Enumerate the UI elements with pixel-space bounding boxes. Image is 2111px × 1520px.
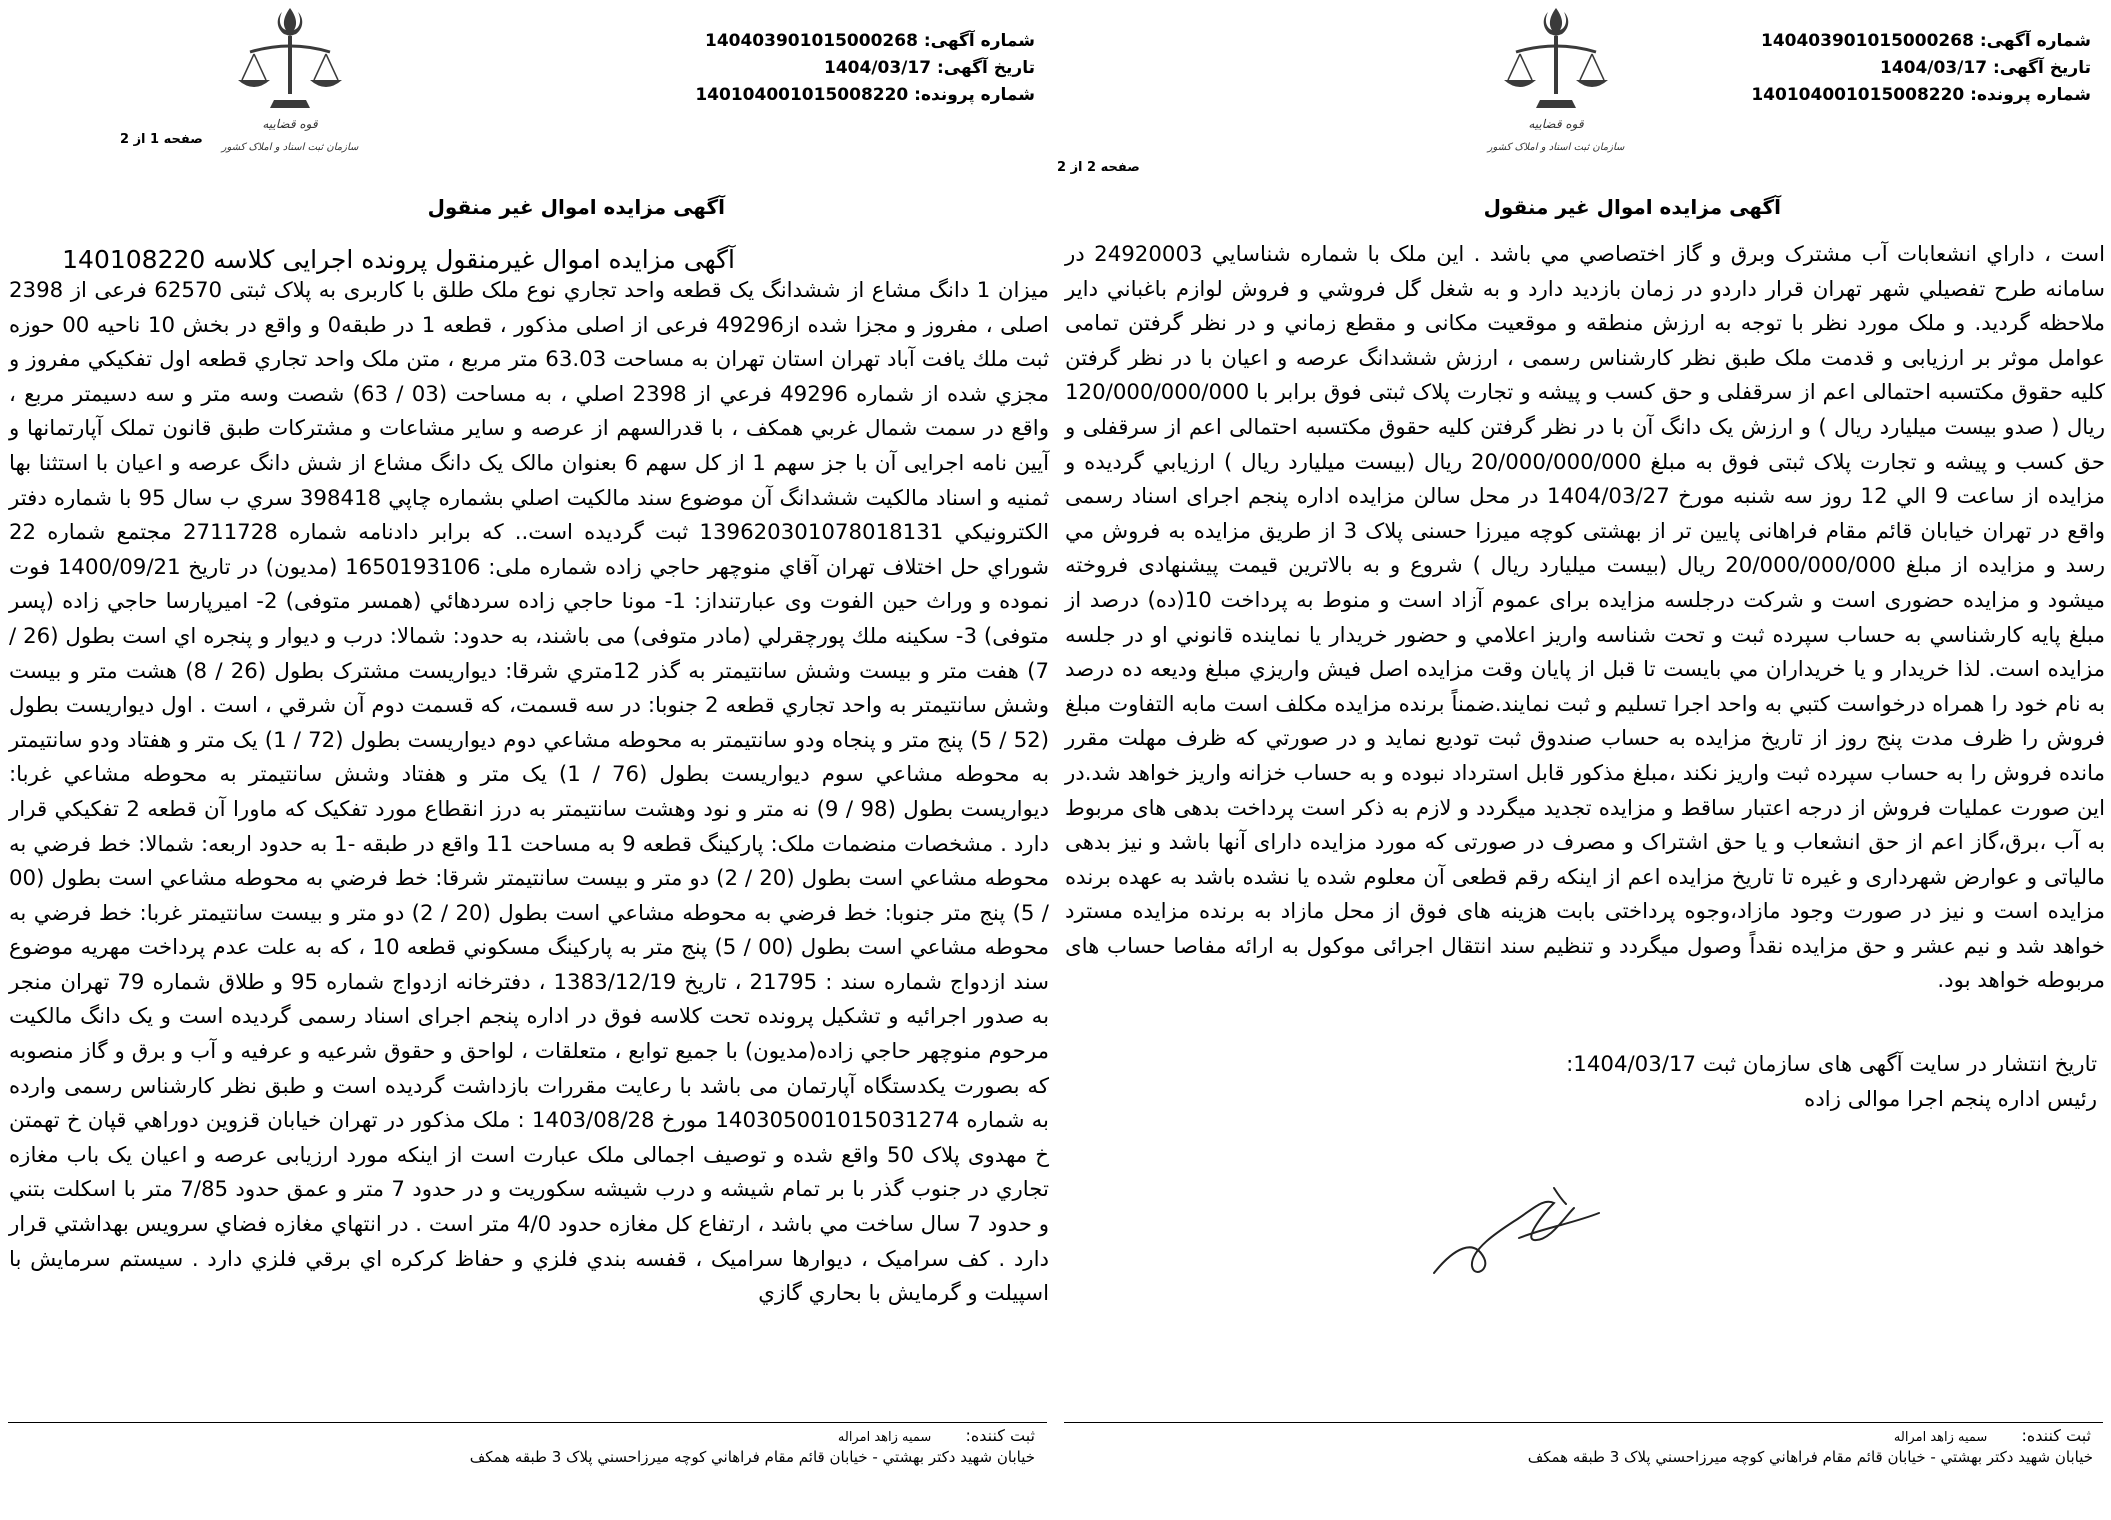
ad-title: آگهی مزایده اموال غیر منقول [1483,195,1781,219]
notice-meta [1751,28,2091,109]
signature-icon [1424,1178,1624,1288]
ad-number: شماره آگهی: 140403901015000268 [1760,31,2091,51]
office-address: خیابان شهید دکتر بهشتي - خیابان قائم مقام فراهاني کوچه میرزاحسني پلاک 3 طبقه همکف [1527,1448,2093,1466]
registrar-label: ثبت کننده: [965,1426,1035,1445]
judiciary-emblem-icon [210,0,370,175]
notice-body: است ، داراي انشعابات آب مشترک وبرق و گاز اختصاصي مي باشد . این ملک با شماره شناسایي 24920003 در سامانه طرح تفصیلي شهر تهران قرار داردو در زمان بازدید دارد و به شغل گل فروشي و فروش لوازم باغباني دایر ملاحظه گردید. و ملک مورد نظر با توجه به ارزش منطقه و موقعیت مکانی و مقطع زماني و در نظر گرفتن تمامی عوامل موثر بر ارزیابی و قدمت ملک طبق نظر کارشناس رسمی ، ارزش ششدانگ عرصه و اعیان با در نظر گرفتن کلیه حقوق مکتسبه احتمالی اعم از سرقفلی و حق کسب و پیشه و تجارت پلاک ثبتی فوق برابر با 120/000/000/000 ریال ( صدو بیست میلیارد ریال ) و ارزش یک دانگ آن با در نظر گرفتن کلیه حقوق مکتسبه احتمالی اعم از سرقفلی و حق کسب و پیشه و تجارت پلاک ثبتی فوق به مبلغ 20/000/000/000 ریال (بیست میلیارد ریال ) ارزیابي گردیده و مزایده از ساعت 9 الي 12 روز سه شنبه مورخ 1404/03/27 در محل سالن مزایده اداره پنجم اجرای اسناد رسمی واقع در تهران خیابان قائم مقام فراهانی پایین تر از بهشتی کوچه میرزا حسنی پلاک 3 از طریق مزایده به فروش مي رسد و مزایده از مبلغ 20/000/000/000 ریال (بیست میلیارد ریال ) شروع و به بالاترین قیمت پیشنهادی فروخته میشود و مزایده حضوری است و شرکت درجلسه مزایده برای عموم آزاد است و منوط به پرداخت 10(ده) درصد از مبلغ پایه کارشناسي به حساب سپرده ثبت و تحت شناسه واریز اعلامي و حضور خریدار یا نماینده قانوني او در جلسه مزایده است. لذا خریدار و یا خریداران مي بایست تا قبل از پایان وقت مزایده اصل فیش واریزي مبلغ ودیعه ده درصد به نام خود را همراه درخواست کتبي به واحد اجرا تسلیم و ثبت نمایند.ضمناً برنده مزایده مکلف است مابه التفاوت مبلغ فروش را ظرف مدت پنج روز از تاریخ مزایده به حساب صندوق ثبت تودیع نماید و در صورتي که ظرف مهلت مقرر مانده فروش را به حساب سپرده ثبت واریز نکند ،مبلغ مذکور قابل استرداد نبوده و به حساب خزانه واریز خواهد شد.در این صورت عملیات فروش از درجه اعتبار ساقط و مزایده تجدید میگردد و لازم به ذکر است پرداخت بدهی های مربوط به آب ،برق،گاز اعم از حق انشعاب و یا حق اشتراک و مصرف در صورتی که مورد مزایده دارای آنها باشد و نیز بدهی مالیاتی و عوارض شهرداری و غیره تا تاریخ مزایده اعم از اینکه رقم قطعی آن معلوم شده یا نشده باشد به عهده برنده مزایده است و نیز در صورت وجود مازاد،وجوه پرداختی بابت هزینه های فوق از محل مازاد به برنده مزایده مسترد خواهد شد و نیم عشر و حق مزایده نقداً وصول میگردد و تنظیم سند انتقال اجرائی موکول به ارائه مفاصا حساب های مربوطه خواهد بود. [1065,242,2105,994]
case-number: شماره پرونده: 140104001015008220 [1751,85,2091,105]
publication-date: تاریخ انتشار در سایت آگهی های سازمان ثبت 1404/03/17: [1566,1052,2097,1077]
svg-text:قوه قضاییه: قوه قضاییه [1528,117,1584,131]
ad-title: آگهی مزایده اموال غیر منقول [427,195,725,219]
signer-title: رئیس اداره پنجم اجرا موالی زاده [1804,1087,2097,1112]
footer-divider [1064,1422,2103,1423]
page-number: صفحه 1 از 2 [120,132,203,147]
ad-date: تاریخ آگهی: 1404/03/17 [1879,58,2091,78]
ad-date: تاریخ آگهی: 1404/03/17 [823,58,1035,78]
ad-subtitle: آگهی مزایده اموال غیرمنقول پرونده اجرایی کلاسه 140108220 [62,245,735,274]
office-address: خیابان شهید دکتر بهشتي - خیابان قائم مقام فراهاني کوچه میرزاحسني پلاک 3 طبقه همکف [469,1448,1035,1466]
svg-text:سازمان ثبت اسناد و املاک کشور: سازمان ثبت اسناد و املاک کشور [1487,142,1625,153]
registrar-name: سمیه زاهد امراله [837,1430,932,1445]
notice-meta [695,28,1035,109]
page-1 [0,0,1055,1520]
registrar [838,1426,1035,1445]
footer-divider [8,1422,1047,1423]
registrar-name: سمیه زاهد امراله [1893,1430,1988,1445]
svg-text:سازمان ثبت اسناد و املاک کشور: سازمان ثبت اسناد و املاک کشور [221,142,359,153]
svg-text:قوه قضاییه: قوه قضاییه [262,117,318,131]
judiciary-emblem-icon [1476,0,1636,175]
notice-body: میزان 1 دانگ مشاع از ششدانگ یک قطعه واحد تجاري نوع ملک طلق با کاربری به پلاک ثبتی 62570 فرعی از 2398 اصلی ، مفروز و مجزا شده از49296 فرعی از اصلی مذکور ، قطعه 1 در طبقه0 و واقع در بخش 10 ناحیه 00 حوزه ثبت ملك یافت آباد تهران استان تهران به مساحت 63.03 متر مربع ، متن ملک واحد تجاري قطعه اول تفکیکي مفروز و مجزي شده از شماره 49296 فرعي از 2398 اصلي ، به مساحت (03 / 63) شصت وسه متر و سه دسیمتر مربع ، واقع در سمت شمال غربي همکف ، با قدرالسهم از عرصه و سایر مشاعات و مشترکات طبق قانون تملک آپارتمانها و آیین نامه اجرایی آن با جز سهم 1 از کل سهم 6 بعنوان مالک یک دانگ مشاع از شش دانگ عرصه و اعیان با استثنا بها ثمنیه و اسناد مالکیت ششدانگ آن موضوع سند مالکیت اصلي بشماره چاپي 398418 سري ب سال 95 با شماره دفتر الکترونیکي 139620301078018131 ثبت گردیده است.. که برابر دادنامه شماره 2711728 مجتمع شماره 22 شوراي حل اختلاف تهران آقاي منوچهر حاجي زاده شماره ملی: 1650193106 (مدیون) در تاریخ 1400/09/21 فوت نموده و وراث حین الفوت وی عبارتنداز: 1- مونا حاجي زاده سردهائي (همسر متوفی) 2- امیرپارسا حاجي زاده (پسر متوفی) 3- سکینه ملك پورچقرلي (مادر متوفی) می باشند، به حدود: شمالا: درب و دیوار و پنجره اي است بطول (26 / 7) هفت متر و بیست وشش سانتیمتر به گذر 12متري شرقا: دیواریست مشترک بطول (26 / 8) هشت متر و بیست وشش سانتیمتر به واحد تجاري قطعه 2 جنوبا: در سه قسمت، که قسمت دوم آن شرقي ، است . اول دیواریست بطول (52 / 5) پنج متر و پنجاه ودو سانتیمتر به محوطه مشاعي دوم دیواریست بطول (72 / 1) یک متر و هفتاد ودو سانتیمتر به محوطه مشاعي سوم دیواریست بطول (76 / 1) یک متر و هفتاد وشش سانتیمتر به محوطه مشاعي غربا: دیواریست بطول (98 / 9) نه متر و نود وهشت سانتیمتر به درز انقطاع مورد تفکیک که ماورا آن قطعه 2 تفکیکي قرار دارد . مشخصات منضمات ملک: پارکینگ قطعه 9 به مساحت 11 واقع در طبقه -1 به حدود اربعه: شمالا: خط فرضي به محوطه مشاعي است بطول (20 / 2) دو متر و بیست سانتیمتر شرقا: خط فرضي به محوطه مشاعي است بطول (00 / 5) پنج متر جنوبا: خط فرضي به محوطه مشاعي است بطول (20 / 2) دو متر و بیست سانتیمتر غربا: خط فرضي به محوطه مشاعي است بطول (00 / 5) پنج متر به پارکینگ مسکوني قطعه 10 ، که به علت عدم پرداخت مهریه موضوع سند ازدواج شماره سند : 21795 ، تاریخ 1383/12/19 ، دفترخانه ازدواج شماره 95 و طلاق شماره 79 تهران منجر به صدور اجرائیه و تشکیل پرونده تحت کلاسه فوق در اداره پنجم اجرای اسناد رسمی گردیده است و یک دانگ مالکیت مرحوم منوچهر حاجي زاده(مدیون) با جمیع توابع ، متعلقات ، لواحق و حقوق شرعیه و عرفیه و آب و برق و گاز منصوبه که بصورت یکدستگاه آپارتمان می باشد با رعایت مقررات بازداشت گردیده است و طبق نظر کارشناس رسمی وارده به شماره 140305001015031274 مورخ 1403/08/28 : ملک مذکور در تهران خیابان قزوین دوراهي قپان خ تهمتن خ مهدوی پلاک 50 واقع شده و توصیف اجمالی ملک عبارت است از اینکه مورد ارزیابی عرصه و اعیان یک باب مغازه تجاري در جنوب گذر با بر تمام شیشه و درب شیشه سکوریت و در حدود 7 متر و عمق حدود 7/85 متر با اسکلت بتني و حدود 7 سال ساخت مي باشد ، ارتفاع کل مغازه حدود 4/0 متر است . در انتهاي مغازه فضاي سرویس بهداشتي قرار دارد . کف سرامیک ، دیوارها سرامیک ، قفسه بندي فلزي و حفاظ کرکره اي برقي فلزي دارد . سیستم سرمایش با اسپیلت و گرمایش با بحاري گازي [9,278,1050,1307]
case-number: شماره پرونده: 140104001015008220 [695,85,1035,105]
page-2 [1056,0,2111,1520]
registrar [1894,1426,2091,1445]
ad-number: شماره آگهی: 140403901015000268 [704,31,1035,51]
page-number: صفحه 2 از 2 [1057,160,1140,175]
registrar-label: ثبت کننده: [2021,1426,2091,1445]
